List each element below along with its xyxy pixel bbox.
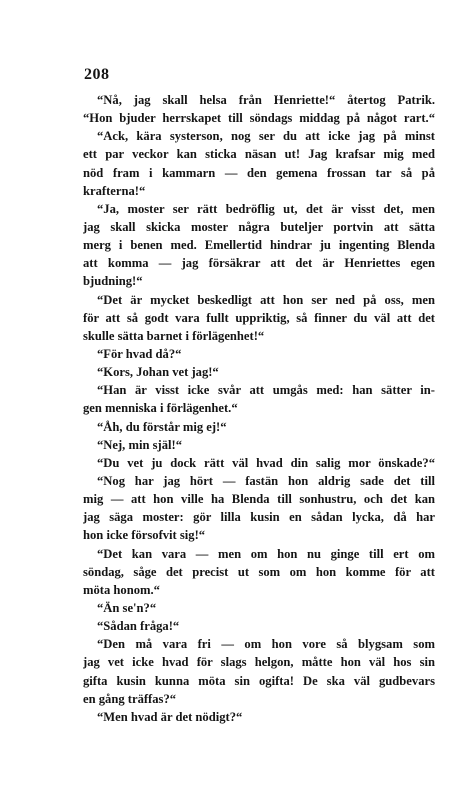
text-line: “Den må vara fri — om hon vore så blygsam som — [97, 637, 435, 652]
text-line: “Nå, jag skall helsa från Henriette!“ återtog Patrik. — [97, 93, 435, 107]
body-text — [83, 91, 435, 726]
text-line: “Det är mycket beskedligt att hon ser ned på oss, men — [97, 292, 435, 307]
text-line: möta honom.“ — [83, 582, 160, 597]
text-line: för att så godt vara fullt uppriktig, så finner du väl att det — [83, 310, 435, 325]
text-line: “Sådan fråga!“ — [97, 619, 180, 634]
text-line: nöd fram i kammarn — den gemena frossan tar så på — [83, 165, 435, 180]
text-line: att komma — jag försäkrar att det är Henriettes egen — [83, 256, 435, 271]
text-line: jag vet icke hvad för slags helgon, måtte hon väl hos sin — [83, 655, 435, 670]
page-number: 208 — [84, 66, 110, 83]
text-line: “Ack, kära systerson, nog ser du att icke jag på minst — [97, 129, 435, 144]
text-line: “Du vet ju dock rätt väl hvad din salig mor önskade?“ — [97, 455, 435, 470]
text-line: “Nog har jag hört — fastän hon aldrig sade det till — [97, 473, 435, 488]
text-line: krafterna!“ — [83, 183, 146, 198]
text-line: “Det kan vara — men om hon nu ginge till ert om — [97, 546, 435, 561]
text-line: “Men hvad är det nödigt?“ — [97, 709, 243, 724]
text-line: merg i benen med. Emellertid hindrar ju ingenting Blenda — [83, 238, 435, 253]
text-line: en gång träffas?“ — [83, 691, 177, 706]
text-line: söndag, såge det precist ut som om hon komme för att — [83, 564, 435, 579]
text-line: “Hon bjuder herrskapet till söndags middag på något rart.“ — [83, 111, 435, 126]
text-line: hon icke försofvit sig!“ — [83, 528, 206, 543]
text-line: “Än se'n?“ — [97, 600, 157, 615]
text-line: gifta kusin kunna möta sin ogifta! De ska väl gudbevars — [83, 673, 435, 688]
text-line: jag säga moster: gör lilla kusin en sådan lycka, då har — [83, 510, 435, 525]
text-line: “Kors, Johan vet jag!“ — [97, 365, 219, 380]
text-line: “Ja, moster ser rätt bedröflig ut, det är visst det, men — [97, 201, 435, 216]
text-line: skulle sätta barnet i förlägenhet!“ — [83, 328, 265, 343]
text-line: “Åh, du förstår mig ej!“ — [97, 419, 227, 434]
text-line: ett par veckor kan sticka näsan ut! Jag krafsar mig med — [83, 147, 435, 162]
text-line: “Han är visst icke svår att umgås med: han sätter in- — [97, 383, 435, 398]
text-line: bjudning!“ — [83, 274, 143, 289]
text-line: gen menniska i förlägenhet.“ — [83, 401, 238, 416]
text-line: “Nej, min själ!“ — [97, 437, 182, 452]
text-line: “För hvad då?“ — [97, 346, 182, 361]
text-line: mig — att hon ville ha Blenda till sonhustru, och det kan — [83, 492, 435, 507]
text-line: jag skall skicka moster några butelјer portvin att sätta — [83, 219, 435, 234]
